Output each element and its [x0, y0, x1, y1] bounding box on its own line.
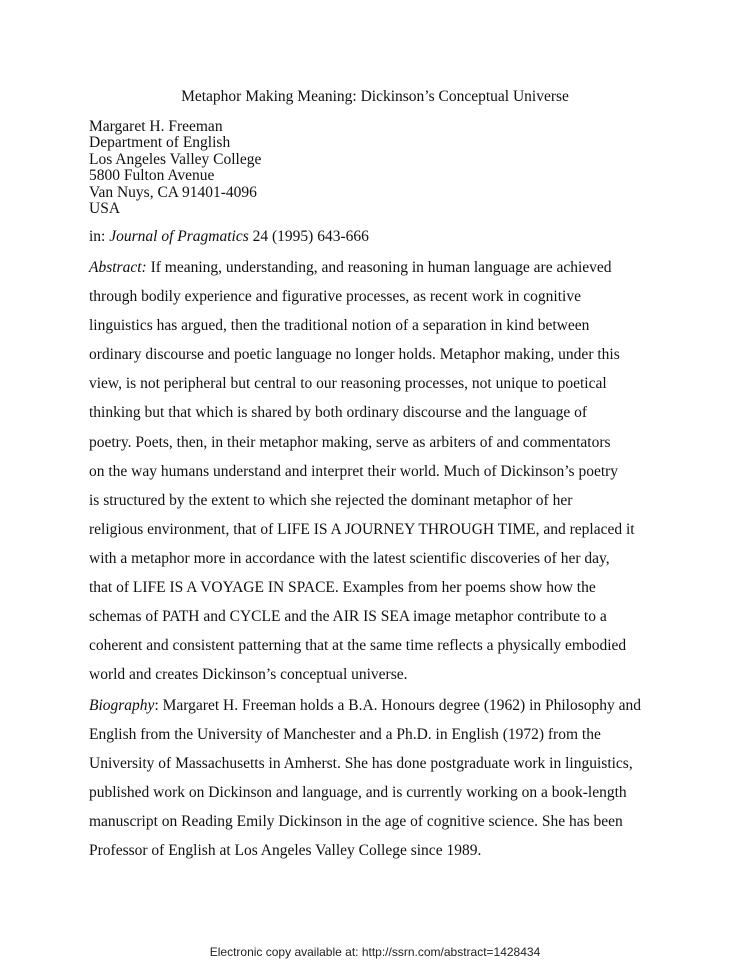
biography-line: manuscript on Reading Emily Dickinson in the age of cognitive science. She has been: [89, 813, 623, 831]
abstract-line: view, is not peripheral but central to our reasoning processes, not unique to poetical: [89, 375, 607, 393]
paper-title: Metaphor Making Meaning: Dickinson’s Conceptual Universe: [181, 88, 569, 105]
abstract-line: linguistics has argued, then the traditional notion of a separation in kind between: [89, 317, 590, 335]
abstract-line: [89, 253, 669, 282]
abstract-line: religious environment, that of LIFE IS A JOURNEY THROUGH TIME, and replaced it: [89, 520, 635, 538]
abstract: [89, 253, 669, 689]
biography-line: [89, 691, 669, 720]
biography-label: Biography: [89, 697, 155, 714]
citation-details: 24 (1995) 643-666: [248, 228, 369, 245]
biography-line: University of Massachusetts in Amherst. She has done postgraduate work in linguistics,: [89, 755, 633, 773]
abstract-label: Abstract:: [89, 259, 147, 276]
abstract-line: world and creates Dickinson’s conceptual universe.: [89, 666, 408, 684]
abstract-line: thinking but that which is shared by both ordinary discourse and the language of: [89, 404, 588, 422]
abstract-line: on the way humans understand and interpret their world. Much of Dickinson’s poetry: [89, 462, 619, 480]
abstract-line-text: If meaning, understanding, and reasoning in human language are achieved: [146, 259, 612, 276]
biography-line-text: : Margaret H. Freeman holds a B.A. Honours degree (1962) in Philosophy and: [154, 697, 642, 714]
abstract-line: coherent and consistent patterning that at the same time reflects a physically embodied: [89, 637, 627, 655]
abstract-line: ordinary discourse and poetic language no longer holds. Metaphor making, under this: [89, 346, 620, 364]
biography-line: published work on Dickinson and language, and is currently working on a book-length: [89, 784, 627, 802]
biography: [89, 691, 669, 866]
ssrn-footer: Electronic copy available at: http://ssrn.com/abstract=1428434: [209, 945, 541, 959]
author-country: USA: [89, 200, 121, 218]
author-address-block: [89, 119, 261, 217]
abstract-line: is structured by the extent to which she rejected the dominant metaphor of her: [89, 491, 573, 509]
citation-journal: Journal of Pragmatics: [109, 228, 249, 245]
abstract-line: through bodily experience and figurative processes, as recent work in cognitive: [89, 288, 581, 306]
citation: [89, 228, 369, 246]
abstract-line: that of LIFE IS A VOYAGE IN SPACE. Examples from her poems show how the: [89, 579, 596, 597]
biography-line: Professor of English at Los Angeles Valley College since 1989.: [89, 842, 482, 860]
biography-line: English from the University of Manchester and a Ph.D. in English (1972) from the: [89, 726, 601, 744]
author-name: Margaret H. Freeman: [89, 118, 223, 135]
author-street: 5800 Fulton Avenue: [89, 167, 215, 185]
abstract-line: with a metaphor more in accordance with the latest scientific discoveries of her day,: [89, 549, 610, 567]
citation-prefix: in:: [89, 228, 110, 245]
author-institution: Los Angeles Valley College: [89, 150, 262, 168]
author-city: Van Nuys, CA 91401-4096: [89, 183, 257, 201]
abstract-line: poetry. Poets, then, in their metaphor making, serve as arbiters of and commentators: [89, 433, 611, 451]
author-department: Department of English: [89, 134, 231, 152]
abstract-line: schemas of PATH and CYCLE and the AIR IS SEA image metaphor contribute to a: [89, 608, 607, 626]
